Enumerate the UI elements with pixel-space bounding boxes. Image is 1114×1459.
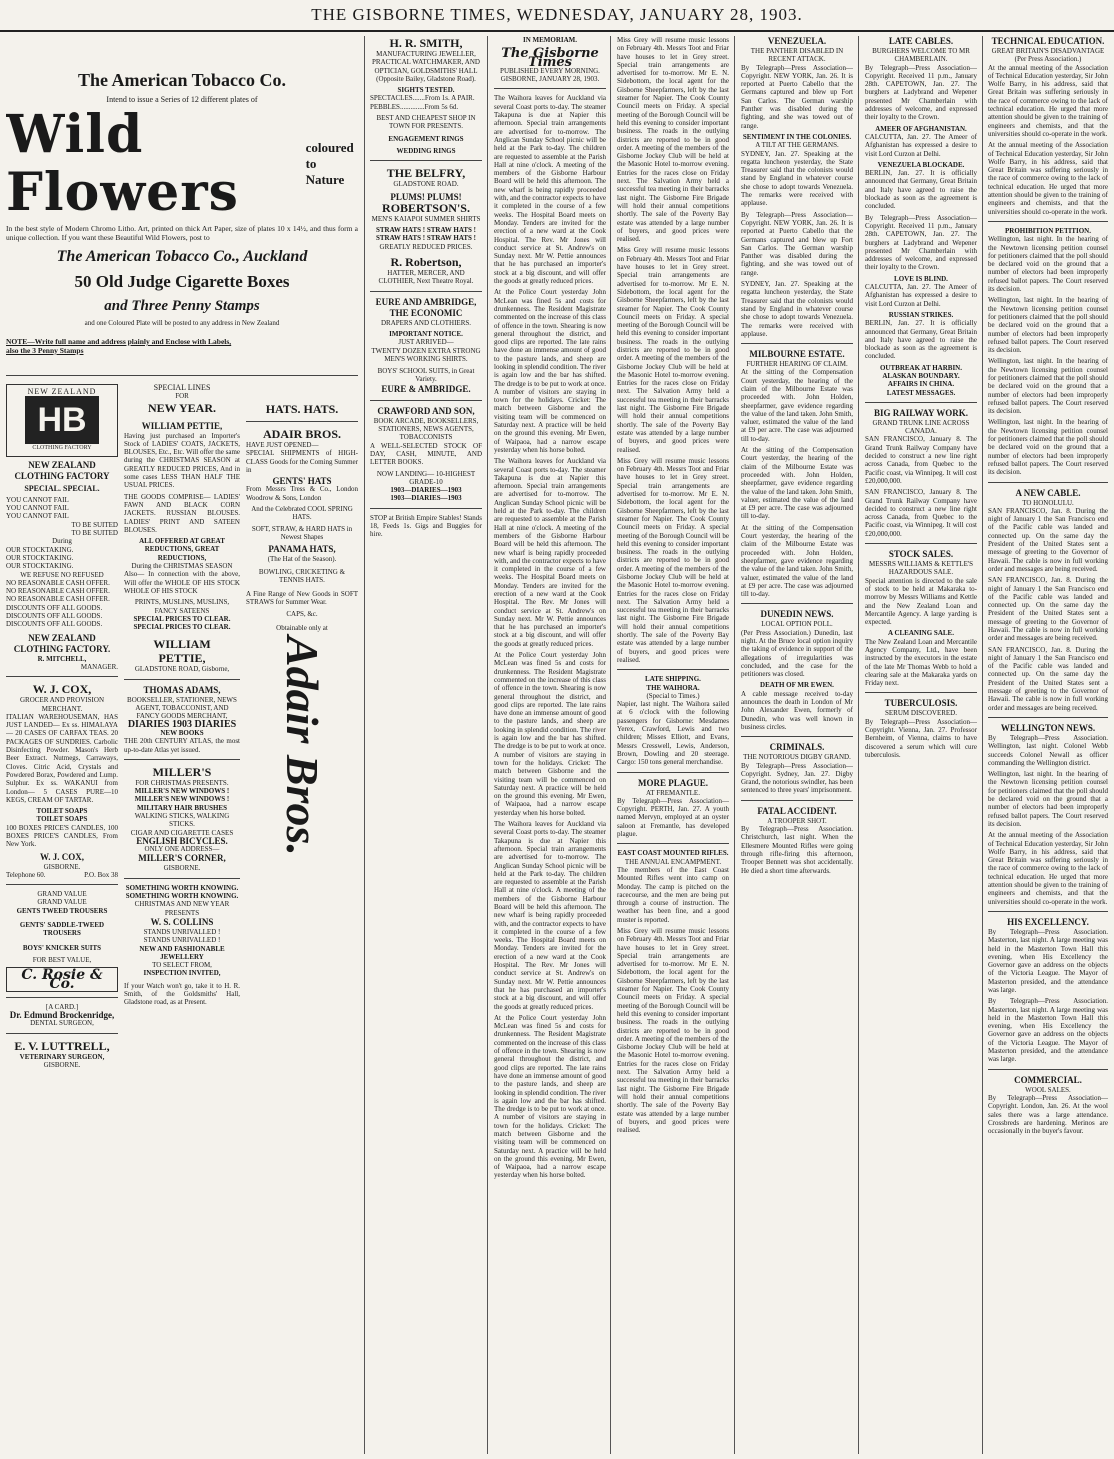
xmas: CHRISTMAS AND NEW YEAR PRESENTS [134, 900, 230, 917]
milbourne-body: At the sitting of the Compensation Court yesterday, the hearing of the claim of the Milbourne Estate was proceeded with. John Holden, sheepfarmer, gave evidence regarding the value of the land taken. John Smith, valuer, estimated the value of the land at £9 per acre. The case was adjourned till to-day. [741, 523, 853, 599]
new-year: NEW YEAR. [147, 400, 216, 415]
tech: TECHNICAL EDUCATION. [991, 36, 1105, 46]
hb-bottom: CLOTHING FACTORY [32, 445, 92, 452]
bicycles: ENGLISH BICYCLES. [136, 835, 228, 846]
line: NO REASONABLE CASH OFFER. [6, 587, 110, 596]
body: Miss Grey will resume music lessons on February 4th. Messrs Toot and Friar have houses to let in Grey street. Special train arrangements are advertised for to-morrow. Mr E. N. Sidebottom, the local agent for the Gisborne Sheepfarmers, left by the last steamer for Napier. The Cook County Council meets on Friday. A special meeting of the Borough Council will be held this evening to consider important business. The roads in the outlying districts are reported to be in good order. A meeting of the members of the Gisborne Jockey Club will be held at the Masonic Hotel to-morrow evening. Entries for the races close on Friday next. The Salvation Army held a successful tea meeting in their barracks last night. The Gisborne Fire Brigade will hold their annual competitions shortly. The sale of the Poverty Bay estate was attended by a large number of buyers, and good prices were realised. [617, 926, 729, 1135]
boys-suits: BOYS' KNICKER SUITS [22, 943, 102, 952]
makers: From Messrs Tress & Co., London Woodrow & Sons, London [246, 485, 358, 502]
stock-sub: MESSRS WILLIAMS & KETTLE'S HAZARDOUS SALE. [869, 560, 973, 577]
tobacco-title: The American Tobacco Co. [77, 70, 286, 90]
divider [6, 676, 118, 677]
corner-addr: GISBORNE. [163, 864, 201, 873]
column-6 [617, 36, 729, 1454]
atlas: THE 20th CENTURY ATLAS, the most up-to-date Atlas yet issued. [124, 737, 240, 754]
greatly: GREATLY REDUCED PRICES. [379, 242, 473, 251]
factory-lines [6, 496, 118, 629]
jewel: NEW AND FASHIONABLE JEWELLERY [139, 944, 225, 961]
sentiment: SENTIMENT IN THE COLONIES. [742, 132, 852, 141]
hb-letters: HB [25, 396, 99, 444]
venezuela: VENEZUELA. [767, 36, 827, 46]
tobacco-desc: In the best style of Modern Chromo Litho. Art, printed on thick Art Paper, size of plates 10 x 14½, and thus form a unique collection. If you want these Beautiful Wild Flowers, post to [6, 224, 358, 242]
cox-addr: GISBORNE. [43, 862, 81, 871]
railway: BIG RAILWAY WORK. [873, 407, 969, 418]
stock: A WELL-SELECTED STOCK OF DAY, CASH, MINUTE, AND LETTER BOOKS. [370, 441, 482, 467]
factory-title: NEW ZEALAND CLOTHING FACTORY [14, 459, 110, 481]
adair: ADAIR BROS. [262, 427, 341, 441]
affairs: AFFAIRS IN CHINA. [887, 380, 955, 389]
wellington: WELLINGTON NEWS. [1000, 722, 1096, 733]
date: GISBORNE, JANUARY 28, 1903. [500, 75, 600, 84]
caps: CAPS, &c. [286, 609, 318, 618]
pettie-goods: THE GOODS COMPRISE— LADIES' FAWN AND BLACK CORN JACKETS. RUSSIAN BLOUSES. LADIES' PRINT AND SATEEN BLOUSES. [124, 492, 240, 534]
line: DISCOUNTS OFF ALL GOODS. [6, 612, 103, 621]
engage: ENGAGEMENT RINGS [388, 134, 464, 143]
best-value: FOR BEST VALUE, [32, 955, 92, 964]
divider [370, 400, 482, 401]
mgr-title: NEW ZEALAND CLOTHING FACTORY. [13, 632, 111, 654]
watch: If your Watch won't go, take it to H. R. Smith, of the Goldsmiths' Hall, Gladstone road, as at Present. [124, 981, 240, 1007]
rail-body: SAN FRANCISCO, January 8. The Grand Trunk Railway Company have decided to construct a new line right across Canada, from Quebec to the Pacific coast, via Winnipeg. It will cost £20,000,000. [865, 435, 977, 485]
divider [124, 878, 240, 879]
bowling: BOWLING, CRICKETING & TENNIS HATS. [258, 567, 346, 584]
line: YOU CANNOT FAIL [6, 512, 69, 521]
divider [370, 508, 482, 509]
rail-body: SAN FRANCISCO, January 8. The Grand Trunk Railway Company have decided to construct a new line right across Canada, from Quebec to the Pacific coast, via Winnipeg. It will cost £20,000,000. [865, 488, 977, 538]
divider [124, 759, 240, 760]
dunedin-body: (Per Press Association.) Dunedin, last night. At the Bruce local option inquiry the taking of evidence in support of the allegations of irregularities was concluded, and the case for the petitioners was closed. [741, 628, 853, 679]
alaskan: ALASKAN BOUNDARY. [882, 371, 960, 380]
prohib-body: Wellington, last night. In the hearing of the Newtown licensing petition counsel for petitioners claimed that the poll should be declared void on the ground that a number of electors had been improperly refused ballot papers. The Court reserved its decision. [988, 235, 1108, 294]
soaps: TOILET SOAPS [36, 807, 88, 816]
obtainable: Obtainable only at [276, 624, 328, 633]
something: SOMETHING WORTH KNOWING. [125, 883, 239, 892]
divider [370, 160, 482, 161]
grand-value: GRAND VALUE [37, 890, 87, 899]
divider [741, 343, 853, 344]
tobacco-advert [6, 40, 358, 370]
divider [124, 679, 240, 680]
divider [741, 736, 853, 737]
tb-body: By Telegraph—Press Association—Copyright. Vienna, Jan. 27. Professor Bernheim, of Vienna, claims to have discovered a serum which will cure tuberculosis. [865, 717, 977, 759]
line: OUR STOCKTAKING. [6, 553, 74, 562]
body: At the Police Court yesterday John McLean was fined 5s and costs for drunkenness. The Resident Magistrate commented on the increase of this class of offence in the town. Shearing is now general throughout the district, and good clips are reported. The late rains have done an immense amount of good to the pasture lands, and sheep are looking in splendid condition. The river is again low and the bar has shifted. The dredge is to be put to work at once. A number of visitors are staying in town for the holidays. Cricket: The match between Gisborne and the visiting team will be commenced on Saturday next. A practice will be held on the ground this evening. Mr Ewen, of Waipaoa, had a narrow escape yesterday when his horse bolted. [494, 288, 606, 454]
venezuela-body: By Telegraph—Press Association—Copyright. NEW YORK, Jan. 26. It is reported at Puerto Cabello that the Germans captured and blew up Fort San Carlos. The German warship Panther was disabled during the fighting, and she was towed out of range. [741, 63, 853, 130]
line: OUR STOCKTAKING. [6, 562, 74, 571]
special-for: FOR [175, 392, 189, 401]
twenty: TWENTY DOZEN EXTRA STRONG MEN'S WORKING SHIRTS. [371, 346, 481, 363]
belfry-addr: GLADSTONE ROAD. [393, 180, 459, 189]
books: NEW BOOKS [160, 728, 204, 737]
prohibition: PROHIBITION PETITION. [1005, 226, 1091, 235]
column-7 [741, 36, 853, 1454]
tobacco-intro: Intend to issue a Series of 12 different plates of [106, 95, 258, 104]
column-8 [865, 36, 977, 1454]
robertson: ROBERTSON'S. [382, 200, 470, 215]
blockade-body: By Telegraph—Press Association—Copyright. Received 11 p.m., January 28th. CAPETOWN, Jan. 27. The burghers at Ladybrand and Wepener presented Mr Chamberlain with addresses of welcome, and expressed their loyalty to the Crown. [865, 213, 977, 272]
waihora-sub: (Special to Times.) [646, 691, 700, 700]
cox-end: W. J. COX, [40, 851, 84, 862]
body: At the Police Court yesterday John McLean was fined 5s and costs for drunkenness. The Resident Magistrate commented on the increase of this class of offence in the town. Shearing is now general throughout the district, and good clips are reported. The late rains have done an immense amount of good to the pasture lands, and sheep are looking in splendid condition. The river is again low and the bar has shifted. The dredge is to be put to work at once. A number of visitors are staying in town for the holidays. Cricket: The match between Gisborne and the visiting team will be commenced on Saturday next. A practice will be held on the ground this evening. Mr Ewen, of Waipaoa, had a narrow escape yesterday when his horse bolted. [494, 651, 606, 817]
column-3 [246, 384, 358, 1454]
cox-sub: GROCER AND PROVISION MERCHANT. [19, 696, 104, 713]
criminals: CRIMINALS. [769, 742, 825, 753]
cleaning-body: The New Zealand Loan and Mercantile Agency Company, Ltd., have been instructed by the executors in the estate of the late Mr Thomas Webb to hold a clearing sale at the Makaraka yards on Friday next. [865, 637, 977, 688]
line: NO REASONABLE CASH OFFER. [6, 578, 110, 587]
rob2-sub: HATTER, MERCER, AND CLOTHIER, Next Theatre Royal. [378, 269, 474, 286]
notice: IMPORTANT NOTICE. [389, 329, 463, 338]
diaries: 1903—DIARIES—1903 [390, 486, 462, 495]
column-rule [364, 36, 365, 1454]
digby-body: By Telegraph—Press Association—Copyright. Sydney, Jan. 27. Digby Grand, the notorious swindler, has been sentenced to three years' imprisonment. [741, 761, 853, 795]
afghan-body: CALCUTTA, Jan. 27. The Ameer of Afghanistan has expressed a desire to visit Lord Curzon at Delhi. [865, 132, 977, 158]
saddle-trousers: GENTS' SADDLE-TWEED TROUSERS [19, 921, 105, 938]
vet-addr: GISBORNE. [43, 1061, 81, 1070]
offer: Also— In connection with the above, Will offer the WHOLE OF HIS STOCK WHOLE OF HIS STOCK [124, 570, 240, 595]
divider [617, 669, 729, 670]
sticks: WALKING STICKS, WALKING STICKS. [134, 811, 230, 829]
mgr-role: MANAGER. [80, 662, 118, 671]
masthead [0, 0, 1114, 32]
vet: VETERINARY SURGEON, [19, 1052, 105, 1061]
eure2: EURE & AMBRIDGE. [381, 383, 471, 394]
waihora-body: Napier, last night. The Waihora sailed at 6 o'clock with the following passengers for Gisborne: Mesdames Yerex, Crawford, Lewis and two children; Misses Elliott, and Evans, Messrs Cresswell, Lewis, Anderson, Brown, Dowling and 20 steerage. Cargo: 150 tons general merchandise. [617, 700, 729, 767]
economic: THE ECONOMIC [389, 307, 463, 318]
cables-sub: BURGHERS WELCOME TO MR CHAMBERLAIN. [872, 47, 970, 64]
column-rule [610, 36, 611, 1454]
venezuela-sub: THE PANTHER DISABLED IN RECENT ATTACK. [750, 47, 844, 64]
cable-body: SAN FRANCISCO, Jan. 8. During the night of January 1 the San Francisco end of the Pacific cable was landed and connected up. On the same day the President of the United States sent a message of greeting to the Governor of Hawaii. The cable is now in full working order and messages are being received. [988, 576, 1108, 643]
paper-title: The Gisborne Times [501, 46, 599, 70]
soaps: TOILET SOAPS [36, 815, 88, 824]
divider [865, 692, 977, 693]
fatal-body: By Telegraph—Press Association. Christchurch, last night. When the Ellesmere Mounted Rifles were going through rifle-firing this afternoon, Trooper Bennett was shot accidentally. He died a short time afterwards. [741, 825, 853, 875]
wellington-body: Wellington, last night. In the hearing of the Newtown licensing petition counsel for petitioners claimed that the poll should be declared void on the ground that a number of electors had been improperly refused ballot papers. The Court reserved its decision. [988, 770, 1108, 828]
body: Miss Grey will resume music lessons on February 4th. Messrs Toot and Friar have houses to let in Grey street. Special train arrangements are advertised for to-morrow. Mr E. N. Sidebottom, the local agent for the Gisborne Sheepfarmers, left by the last steamer for Napier. The Cook County Council meets on Friday. A special meeting of the Borough Council will be held this evening to consider important business. The roads in the outlying districts are reported to be in good order. A meeting of the members of the Gisborne Jockey Club will be held at the Masonic Hotel to-morrow evening. Entries for the races close on Friday next. The Salvation Army held a successful tea meeting in their barracks last night. The Gisborne Fire Brigade will hold their annual competitions shortly. The sale of the Poverty Bay estate was attended by a large number of buyers, and good prices were realised. [617, 36, 729, 244]
tech-agency: (Per Press Association.) [1014, 55, 1082, 64]
cigar: CIGAR AND CIGARETTE CASES [130, 828, 234, 837]
divider [494, 88, 606, 89]
line: OUR STOCKTAKING. [6, 545, 74, 554]
new-cable: A NEW CABLE. [1015, 487, 1081, 498]
gents-hats: GENTS' HATS [272, 476, 332, 487]
sights: SIGHTS TESTED. [397, 86, 455, 95]
plague-body: By Telegraph—Press Association—Copyright. PERTH, Jan. 27. A youth named Mervyn, employed at an oyster saloon at Fremantle, has developed plague. [617, 796, 729, 839]
luttrell: E. V. LUTTRELL, [14, 1038, 110, 1053]
grand-value: GRAND VALUE [37, 898, 87, 907]
stands: STANDS UNRIVALLED ! [143, 927, 221, 936]
position: LOCAL OPTION POLL. [761, 620, 833, 629]
hb-top: NEW ZEALAND [27, 387, 97, 396]
stock-body: Special attention is directed to the sale of stock to be held at Makaraka to-morrow by Messrs Williams and Kettle and the New Zealand Loan and Mercantile Agency. A large yarding is expected. [865, 576, 977, 627]
panama: PANAMA HATS, [268, 544, 336, 555]
cox-title: W. J. COX, [32, 682, 92, 697]
po-box: P.O. Box 38 [84, 870, 118, 879]
special-heading: SPECIAL. SPECIAL. [24, 483, 100, 493]
body: At the Police Court yesterday John McLean was fined 5s and costs for drunkenness. The Resident Magistrate commented on the increase of this class of offence in the town. Shearing is now general throughout the district, and good clips are reported. The late rains have done an immense amount of good to the pasture lands, and sheep are looking in splendid condition. The river is again low and the bar has shifted. The dredge is to be put to work at once. A number of visitors are staying in town for the holidays. Cricket: The match between Gisborne and the visiting team will be commenced on Saturday next. A practice will be held on the ground this evening. Mr Ewen, of Waipaoa, had a narrow escape yesterday when his horse bolted. [494, 1013, 606, 1180]
divider [988, 482, 1108, 483]
divider [988, 221, 1108, 222]
column-9 [988, 36, 1108, 1454]
divider [741, 603, 853, 604]
waihora: THE WAIHORA. [646, 683, 700, 692]
published: PUBLISHED EVERY MORNING. [500, 66, 600, 75]
smith-sub: MANUFACTURING JEWELLER, PRACTICAL WATCHMAKER, AND OPTICIAN, GOLDSMITHS' HALL (Opposite Bailey, Gladstone Road). [372, 50, 480, 83]
special-lines: SPECIAL LINES [153, 384, 211, 392]
his-excellency: HIS EXCELLENCY. [1007, 916, 1089, 927]
prohib-body: Wellington, last night. In the hearing of the Newtown licensing petition counsel for petitioners claimed that the poll should be declared void on the ground that a number of electors had been improperly refused ballot papers. The Court reserved its decision. [988, 418, 1108, 477]
tilt-body: SYDNEY, Jan. 27. Speaking at the regatta luncheon yesterday, the State Treasurer said that the colonists would stand by England in whatever course she chose to adopt towards Venezuela. The remarks were received with applause. [741, 149, 853, 208]
blind: LOVE IS BLIND. [894, 274, 948, 283]
fatal: FATAL ACCIDENT. [757, 805, 837, 816]
prints: PRINTS, MUSLINS, MUSLINS, FANCY SATEENS [134, 598, 230, 615]
trunk: GRAND TRUNK LINE ACROSS CANADA. [872, 418, 970, 436]
line: WE REFUSE NO REFUSED [20, 570, 104, 579]
blockade: VENEZUELA BLOCKADE. [877, 160, 965, 169]
divider [6, 1033, 118, 1034]
encampment: THE ANNUAL ENCAMPMENT. [624, 857, 722, 866]
tobacco-offer1: 50 Old Judge Cigarette Boxes [74, 272, 290, 291]
crawford-sub: BOOK ARCADE, BOOKSELLERS, STATIONERS, NEWS AGENTS, TOBACCONISTS [373, 416, 479, 442]
spectacles: SPECTACLES.......From 1s. A PAIR. [370, 94, 475, 103]
pettie-name: WILLIAM PETTIE, [141, 420, 223, 431]
prohib-body: Wellington, last night. In the hearing of the Newtown licensing petition counsel for petitioners claimed that the poll should be declared void on the ground that a number of electors had been improperly refused ballot papers. The Court reserved its decision. [988, 357, 1108, 416]
military: MILITARY HAIR BRUSHES [137, 803, 227, 812]
blind-body: CALCUTTA, Jan. 27. The Ameer of Afghanistan has expressed a desire to visit Lord Curzon at Delhi. [865, 283, 977, 308]
clear: SPECIAL PRICES TO CLEAR. [133, 614, 231, 623]
tobacco-offer3: and one Coloured Plate will be posted to any address in New Zealand [84, 319, 280, 327]
line: DISCOUNTS OFF ALL GOODS. [6, 620, 103, 629]
tobacco-headline: Wild Flowers [6, 104, 239, 223]
column-rule [858, 36, 859, 1454]
column-1 [6, 384, 118, 1454]
windows: MILLER'S NEW WINDOWS ! MILLER'S NEW WINDOWS ! [134, 787, 230, 804]
miller: MILLER'S [152, 764, 212, 779]
cycles: NOW LANDING— 10-HIGHEST GRADE-10 [376, 469, 476, 486]
tech-body: At the annual meeting of the Association of Technical Education yesterday, Sir John Wolfe Barry, in his address, said that Great Britain was suffering seriously in the race of commerce owing to the lack of technical education. He urged that more attention should be given to the training of engineers and chemists, and that the universities should co-operate in the work. [988, 141, 1108, 216]
select: TO SELECT FROM, [152, 961, 212, 970]
wool: WOOL SALES. [1025, 1085, 1071, 1094]
clear: SPECIAL PRICES TO CLEAR. [133, 623, 231, 632]
cable-body: SAN FRANCISCO, Jan. 8. During the night of January 1 the San Francisco end of the Pacific cable was landed and connected up. On the same day the President of the United States sent a message of greeting to the Governor of Hawaii. The cable is now in full working order and messages are being received. [988, 645, 1108, 712]
wellington-body: By Telegraph—Press Association. Wellington, last night. Colonel Webb succeeds Colonel Newall as officer commanding the Wellington district. [988, 733, 1108, 767]
dunedin: DUNEDIN NEWS. [760, 609, 834, 620]
column-2 [124, 384, 240, 1454]
hb-logo [6, 384, 118, 457]
memoriam: IN MEMORIAM. [522, 36, 578, 44]
column-rule [982, 36, 983, 1454]
late-cables: LATE CABLES. [888, 36, 954, 46]
milbourne-body: At the sitting of the Compensation Court yesterday, the hearing of the claim of the Milbourne Estate was proceeded with. John Holden, sheepfarmer, gave evidence regarding the value of the land taken. John Smith, valuer, estimated the value of the land at £9 per acre. The case was adjourned till to-day. [741, 368, 853, 443]
wool-body: By Telegraph—Press Association—Copyright. London, Jan. 26. At the wool sales there was a large attendance. Crossbreds are hardening. Merinos are occasionally in the buyer's favour. [988, 1093, 1108, 1136]
telephone: Telephone 60. [6, 870, 46, 879]
digby: THE NOTORIOUS DIGBY GRAND. [743, 753, 851, 762]
masthead-title: THE GISBORNE TIMES, WEDNESDAY, JANUARY 28, 1903. [311, 5, 803, 24]
line: DISCOUNTS OFF ALL GOODS. [6, 603, 103, 612]
diaries: DIARIES 1903 DIARIES [127, 718, 237, 730]
divider [988, 717, 1108, 718]
dental: DENTAL SURGEON, [30, 1019, 94, 1028]
line: TO BE SUITED [71, 529, 118, 538]
hisex-body: By Telegraph—Press Association. Masterton, last night. A large meeting was held in the Masterton Town Hall this evening, when His Excellency the Governor gave an address on the objects of the Victoria League. The Mayor of Masterton presided, and the attendance was large. [988, 997, 1108, 1064]
rifles-body: The members of the East Coast Mounted Rifles went into camp on Monday. The camp is pitched on the racecourse, and the men are being put through a course of instruction. The weather has been fine, and a good muster is reported. [617, 865, 729, 924]
trooper: A TROOPER SHOT. [767, 816, 827, 825]
eure: EURE AND AMBRIDGE, [375, 296, 477, 307]
tilt-body: By Telegraph—Press Association—Copyright. NEW YORK, Jan. 26. It is reported at Puerto Cabello that the Germans captured and blew up Fort San Carlos. The German warship Panther was disabled during the fighting, and she was towed out of range. [741, 210, 853, 277]
diaries: 1903—DIARIES—1903 [390, 494, 462, 503]
adair-script: Adair Bros. [277, 636, 328, 857]
divider [246, 421, 358, 422]
rosie-logo: C. Rosie & Co. [6, 967, 118, 992]
russian: RUSSIAN STRIKES. [888, 310, 954, 319]
smith: H. R. SMITH, [389, 36, 463, 50]
tobacco-coloured: coloured to Nature [305, 140, 354, 187]
line: YOU CANNOT FAIL [6, 504, 69, 513]
tobacco-note: NOTE—Write full name and address plainly and Enclose with Labels, also the 3 Penny Stamps [6, 337, 232, 355]
russian-body: BERLIN, Jan. 27. It is officially announced that Germany, Great Britain and Italy have agreed to raise the blockade as soon as the agreement is concluded. [865, 319, 977, 361]
opened: HAVE JUST OPENED— [246, 441, 319, 449]
body: The Waihora leaves for Auckland via several Coast ports to-day. The steamer Takapuna is due at Napier this afternoon. Special train arrangements are advertised for to-morrow. The Anglican Sunday School picnic will be held at the Park to-day. The children are requested to assemble at the Parish Hall at nine o'clock. A meeting of the members of the Gisborne Harbour Board will be held this afternoon. The new wharf is being rapidly proceeded with, and the contractor expects to have it completed in the course of a few weeks. The Hospital Board meets on Monday. Tenders are invited for the erection of a new ward at the Cook Hospital. The Rev. Mr Jones will conduct service at St. Andrew's on Sunday next. Mr W. Pettie announces that he has purchased an importer's stock at a big discount, and will offer the goods at greatly reduced prices. [494, 820, 606, 1011]
rob2: R. Robertson, [390, 255, 462, 270]
tuberculosis: TUBERCULOSIS. [884, 698, 958, 709]
during: During the CHRISTMAS SEASON [131, 562, 233, 571]
milbourne-body: At the sitting of the Compensation Court yesterday, the hearing of the claim of the Milbourne Estate was proceeded with. John Holden, sheepfarmer, gave evidence regarding the value of the land taken. John Smith, valuer, estimated the value of the land at £9 per acre. The case was adjourned till to-day. [741, 446, 853, 521]
divider [741, 800, 853, 801]
crawford: CRAWFORD AND SON, [377, 405, 475, 416]
divider [617, 772, 729, 773]
collins: W. S. COLLINS [150, 916, 214, 927]
column-4 [370, 36, 482, 1454]
cable-body: SAN FRANCISCO, Jan. 8. During the night of January 1 the San Francisco end of the Pacific cable was landed and connected up. On the same day the President of the United States sent a message of greeting to the Governor of Hawaii. The cable is now in full working order and messages are being received. [988, 506, 1108, 573]
hats: HATS. HATS. [265, 402, 339, 416]
belfry: THE BELFRY, [386, 166, 466, 181]
divider [6, 375, 358, 376]
adams-sub: BOOKSELLER, STATIONER, NEWS AGENT, TOBACCONIST, AND FANCY GOODS MERCHANT, [127, 695, 237, 721]
divider [988, 911, 1108, 912]
body: Miss Grey will resume music lessons on February 4th. Messrs Toot and Friar have houses to let in Grey street. Special train arrangements are advertised for to-morrow. Mr E. N. Sidebottom, the local agent for the Gisborne Sheepfarmers, left by the last steamer for Napier. The Cook County Council meets on Friday. A special meeting of the Borough Council will be held this evening to consider important business. The roads in the outlying districts are reported to be in good order. A meeting of the members of the Gisborne Jockey Club will be held at the Masonic Hotel to-morrow evening. Entries for the races close on Friday next. The Salvation Army held a successful tea meeting in their barracks last night. The Gisborne Fire Brigade will hold their annual competitions shortly. The sale of the Poverty Bay estate was attended by a large number of buyers, and good prices were realised. [617, 246, 729, 454]
panama-sub: (The Hat of the Season). [267, 555, 337, 564]
hisex-body: By Telegraph—Press Association. Masterton, last night. A large meeting was held in the Masterton Town Hall this evening, when His Excellency the Governor gave an address on the objects of the Victoria League. The Mayor of Masterton presided, and the attendance was large. [988, 927, 1108, 994]
candles: 100 BOXES PRICE'S CANDLES, 100 BOXES PRICE'S CANDLES, From New York. [6, 823, 118, 849]
milbourne: MILBOURNE ESTATE. [749, 349, 845, 360]
pettie2-a: WILLIAM [153, 637, 211, 652]
column-rule [734, 36, 735, 1454]
stands: STANDS UNRIVALLED ! [143, 936, 221, 945]
line: NO REASONABLE CASH OFFER. [6, 595, 110, 604]
drapers: DRAPERS AND CLOTHIERS. [380, 318, 472, 327]
pebbles: PEBBLES..............From 5s 6d. [370, 102, 459, 111]
prohib-body: Wellington, last night. In the hearing of the Newtown licensing petition counsel for petitioners claimed that the poll should be declared void on the ground that a number of electors had been improperly refused ballot papers. The Court reserved its decision. [988, 296, 1108, 355]
line: During [52, 537, 72, 546]
boys-suits: BOYS' SCHOOL SUITS, in Great Variety. [377, 367, 475, 384]
shirts: MEN'S KAIAPOI SUMMER SHIRTS [371, 214, 481, 223]
inspect: INSPECTION INVITED, [143, 969, 221, 978]
pettie-text: Having just purchased an Importer's Stock of LADIES' COATS, JACKETS, BLOUSES, Etc., Etc. Will offer the same during the CHRISTMAS SEASON at GREATLY REDUCED PRICES, And in some cases LESS THAN HALF THE USUAL PRICES. [124, 431, 240, 490]
mgr-name: R. MITCHELL, [37, 654, 87, 663]
tech-sub: GREAT BRITAIN'S DISADVANTAGE [991, 47, 1105, 55]
column-rule [487, 36, 488, 1454]
rifles: EAST COAST MOUNTED RIFLES. [617, 849, 729, 858]
arrived: JUST ARRIVED— [398, 338, 454, 347]
blockade-body: BERLIN, Jan. 27. It is officially announced that Germany, Great Britain and Italy have agreed to raise the blockade as soon as the agreement is concluded. [865, 169, 977, 211]
ties: A Fine Range of New Goods in SOFT STRAWS for Summer Wear. [246, 590, 358, 607]
divider [370, 291, 482, 292]
body: The Waihora leaves for Auckland via several Coast ports to-day. The steamer Takapuna is due at Napier this afternoon. Special train arrangements are advertised for to-morrow. The Anglican Sunday School picnic will be held at the Park to-day. The children are requested to assemble at the Parish Hall at nine o'clock. A meeting of the members of the Gisborne Harbour Board will be held this afternoon. The new wharf is being rapidly proceeded with, and the contractor expects to have it completed in the course of a few weeks. The Hospital Board meets on Monday. Tenders are invited for the erection of a new ward at the Cook Hospital. The Rev. Mr Jones will conduct service at St. Andrew's on Sunday next. Mr W. Pettie announces that he has purchased an importer's stock at a big discount, and will offer the goods at greatly reduced prices. [494, 94, 606, 286]
death: DEATH OF MR EWEN. [760, 681, 834, 690]
body: Miss Grey will resume music lessons on February 4th. Messrs Toot and Friar have houses to let in Grey street. Special train arrangements are advertised for to-morrow. Mr E. N. Sidebottom, the local agent for the Gisborne Sheepfarmers, left by the last steamer for Napier. The Cook County Council meets on Friday. A special meeting of the Borough Council will be held this evening to consider important business. The roads in the outlying districts are reported to be in good order. A meeting of the members of the Gisborne Jockey Club will be held at the Masonic Hotel to-morrow evening. Entries for the races close on Friday next. The Salvation Army held a successful tea meeting in their barracks last night. The Gisborne Fire Brigade will hold their annual competitions shortly. The sale of the Poverty Bay estate was attended by a large number of buyers, and good prices were realised. [617, 456, 729, 664]
tech-body: At the annual meeting of the Association of Technical Education yesterday, Sir John Wolfe Barry, in his address, said that Great Britain was suffering seriously in the race of commerce owing to the lack of technical education. He urged that more attention should be given to the training of engineers and chemists, and that the universities should co-operate in the work. [988, 63, 1108, 138]
outbreak: OUTBREAK AT HARBIN. [879, 363, 962, 372]
cables-body: By Telegraph—Press Association—Copyright. Received 11 p.m., January 28th. CAPETOWN, Jan. 27. The burghers at Ladybrand and Wepener presented Mr Chamberlain with addresses of welcome, and expressed their loyalty to the Crown. [865, 63, 977, 122]
fremantle: AT FREMANTLE. [646, 788, 700, 797]
death-body: A cable message received to-day announces the death in London of Mr John Alexander Ewen, formerly of Dunedin, who was well known in business circles. [741, 689, 853, 731]
divider [988, 1069, 1108, 1070]
pettie2-b: PETTIE, [158, 651, 206, 666]
late-shipping: LATE SHIPPING. [645, 675, 701, 684]
plague: MORE PLAGUE. [637, 777, 708, 788]
straw: STRAW HATS ! STRAW HATS ! [375, 226, 477, 235]
cox-text: ITALIAN WAREHOUSEMAN, HAS JUST LANDED— Ex ss. HIMALAYA— 20 CASES OF CARFAX TEAS. 20 PACKAGES OF SUNDRIES. Carbolic Disinfecting Powder. Mason's Herb Beer Extract. Nutmegs, Carraways, Cloves. Citric Acid, Crystals and Powdered Borax, Powdered and Lump. Sulphur. Ex ss. WAKANUI from London— 5 CASES PURE—10 KEGS, CREAM OF TARTAR. [6, 712, 118, 804]
miller-sub: FOR CHRISTMAS PRESENTS. [135, 778, 229, 787]
tobacco-offer2: and Three Penny Stamps [104, 298, 260, 314]
divider [6, 997, 118, 998]
straw: STRAW HATS ! STRAW HATS ! [375, 234, 477, 243]
afghan: AMEER OF AFGHANISTAN. [875, 124, 967, 133]
plums: PLUMS! PLUMS! [390, 191, 462, 202]
line: TO BE SUITED [71, 520, 118, 529]
tobacco-company: The American Tobacco Co., Auckland [56, 248, 308, 265]
tilt: A TILT AT THE GERMANS. [755, 141, 839, 150]
best-shop: BEST AND CHEAPEST SHOP IN TOWN FOR PRESENTS. [376, 114, 476, 131]
serum: SERUM DISCOVERED. [885, 709, 957, 718]
divider [865, 543, 977, 544]
latest: LATEST MESSAGES. [886, 388, 956, 397]
only: ONLY ONE ADDRESS— [144, 845, 220, 854]
divider [865, 402, 977, 403]
line: YOU CANNOT FAIL [6, 495, 69, 504]
divider [6, 884, 118, 885]
shipments: SPECIAL SHIPMENTS of HIGH-CLASS Goods for the Coming Summer in [246, 449, 358, 474]
adams: THOMAS ADAMS, [143, 684, 221, 695]
body: The Waihora leaves for Auckland via several Coast ports to-day. The steamer Takapuna is due at Napier this afternoon. Special train arrangements are advertised for to-morrow. The Anglican Sunday School picnic will be held at the Park to-day. The children are requested to assemble at the Parish Hall at nine o'clock. A meeting of the members of the Gisborne Harbour Board will be held this afternoon. The new wharf is being rapidly proceeded with, and the contractor expects to have it completed in the course of a few weeks. The Hospital Board meets on Monday. Tenders are invited for the erection of a new ward at the Cook Hospital. The Rev. Mr Jones will conduct service at St. Andrew's on Sunday next. Mr W. Pettie announces that he has purchased an importer's stock at a big discount, and will offer the goods at greatly reduced prices. [494, 457, 606, 648]
reductions: ALL OFFERED AT GREAT REDUCTIONS, GREAT REDUCTIONS, [139, 537, 225, 562]
wedding: WEDDING RINGS [396, 146, 456, 155]
pettie2-c: GLADSTONE ROAD, Gisborne, [134, 665, 230, 674]
divider [617, 843, 729, 844]
wellington-body: At the annual meeting of the Association of Technical Education yesterday, Sir John Wolfe Barry, in his address, said that Great Britain was suffering seriously in the race of commerce owing to the lack of technical education. He urged that more attention should be given to the training of engineers and chemists, and that the universities should co-operate in the work. [988, 831, 1108, 906]
honolulu: TO HONOLULU. [1022, 498, 1074, 507]
cool: And the Celebrated COOL SPRING HATS. [251, 505, 353, 522]
tilt-body: SYDNEY, Jan. 27. Speaking at the regatta luncheon yesterday, the State Treasurer said that the colonists would stand by England in whatever course she chose to adopt towards Venezuela. The remarks were received with applause. [741, 280, 853, 338]
corner: MILLER'S CORNER, [138, 853, 226, 864]
trousers: GENTS TWEED TROUSERS [16, 906, 108, 915]
card: [A CARD.] [45, 1002, 79, 1011]
dentist: Dr. Edmund Brockenridge, [9, 1010, 115, 1021]
commercial: COMMERCIAL. [1014, 1074, 1082, 1085]
column-5 [494, 36, 606, 1454]
cleaning: A CLEANING SALE. [888, 629, 954, 638]
something: SOMETHING WORTH KNOWING. [125, 892, 239, 901]
hearing: FURTHER HEARING OF CLAIM. [746, 360, 848, 369]
stop: STOP at British Empire Stables! Stands 18, Feeds 1s. Gigs and Buggies for hire. [370, 513, 482, 539]
soft: SOFT, STRAW, & HARD HATS in Newest Shapes [251, 524, 353, 541]
stock-sales: STOCK SALES. [888, 549, 954, 560]
